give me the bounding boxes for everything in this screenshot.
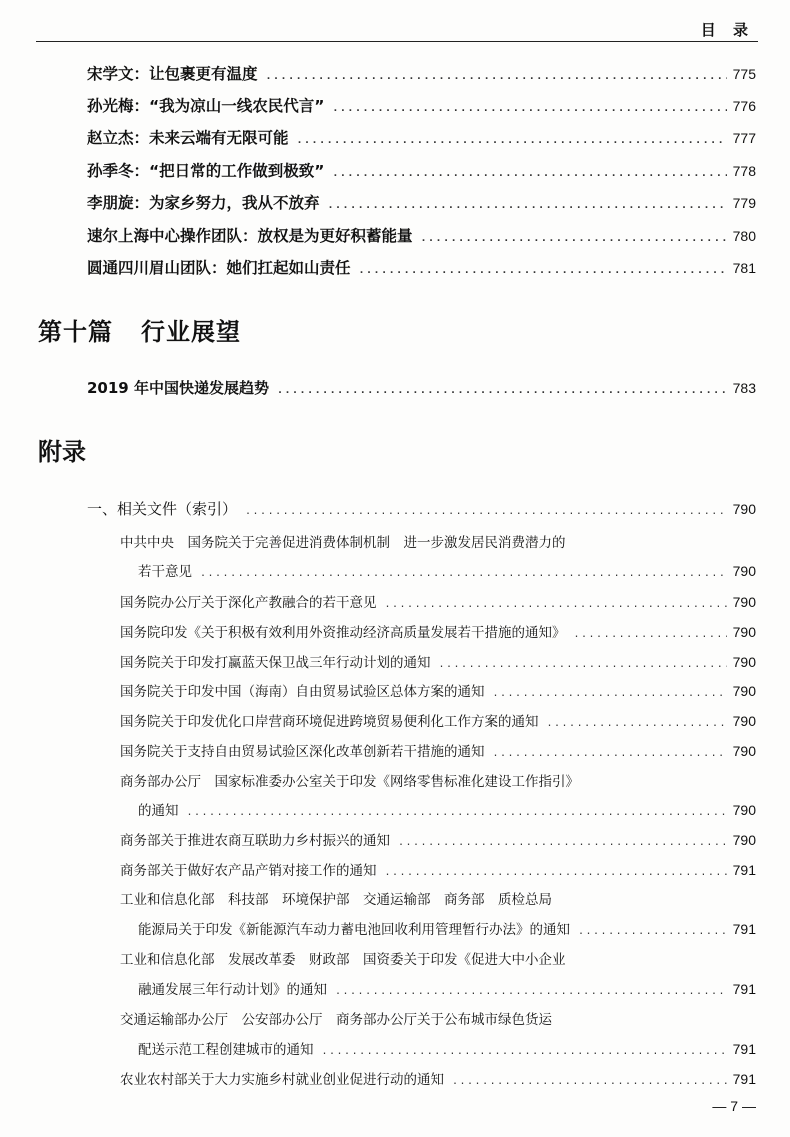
page-number: 790 xyxy=(732,832,756,848)
toc-entry[interactable] xyxy=(87,159,756,181)
doc-title-line[interactable]: 工业和信息化部 科技部 环境保护部 交通运输部 商务部 质检总局 xyxy=(120,892,552,908)
page-number: 778 xyxy=(732,163,756,179)
toc-entry[interactable] xyxy=(87,498,756,519)
toc-entry[interactable] xyxy=(120,680,756,700)
entry-title: 国务院关于印发优化口岸营商环境促进跨境贸易便利化工作方案的通知 xyxy=(120,714,539,730)
dot-leader xyxy=(493,748,727,759)
dot-leader xyxy=(439,659,727,670)
doc-title-line[interactable]: 商务部办公厅 国家标准委办公室关于印发《网络零售标准化建设工作指引》 xyxy=(120,774,579,790)
toc-entry[interactable] xyxy=(138,978,756,998)
page-number: 790 xyxy=(732,624,756,640)
dot-leader xyxy=(452,1076,727,1087)
dot-leader xyxy=(245,506,727,517)
dot-leader xyxy=(322,1046,727,1057)
entry-title: 国务院关于支持自由贸易试验区深化改革创新若干措施的通知 xyxy=(120,744,485,760)
page-number: 791 xyxy=(732,862,756,878)
entry-title: 商务部关于推进农商互联助力乡村振兴的通知 xyxy=(120,833,390,849)
toc-entry[interactable] xyxy=(120,651,756,671)
dot-leader xyxy=(335,986,727,997)
page-number: 791 xyxy=(732,1071,756,1087)
dot-leader xyxy=(574,629,727,640)
toc-entry[interactable] xyxy=(120,829,756,849)
section-number: 第十篇 xyxy=(38,318,113,346)
page-number: 781 xyxy=(732,260,756,276)
toc-entry[interactable] xyxy=(87,126,756,148)
entry-title: 国务院关于印发打赢蓝天保卫战三年行动计划的通知 xyxy=(120,655,431,671)
toc-entry[interactable] xyxy=(120,710,756,730)
doc-title-line[interactable]: 交通运输部办公厅 公安部办公厅 商务部办公厅关于公布城市绿色货运 xyxy=(120,1012,552,1028)
toc-entry[interactable] xyxy=(120,740,756,760)
entry-title: 国务院印发《关于积极有效利用外资推动经济高质量发展若干措施的通知》 xyxy=(120,625,566,641)
toc-entry[interactable] xyxy=(138,1038,756,1058)
toc-entry[interactable] xyxy=(87,191,756,213)
dot-leader xyxy=(547,718,727,729)
page-number: 790 xyxy=(732,501,756,517)
page-number: 790 xyxy=(732,683,756,699)
doc-title-line[interactable]: 工业和信息化部 发展改革委 财政部 国资委关于印发《促进大中小企业 xyxy=(120,952,566,968)
header-title: 目 录 xyxy=(700,21,754,39)
dot-leader xyxy=(385,599,727,610)
page-number: 777 xyxy=(732,130,756,146)
page-number: 791 xyxy=(732,981,756,997)
entry-title: 的通知 xyxy=(138,803,179,819)
toc-entry[interactable] xyxy=(138,918,756,938)
dot-leader xyxy=(328,200,727,211)
page-number: 790 xyxy=(732,654,756,670)
doc-title-line[interactable]: 中共中央 国务院关于完善促进消费体制机制 进一步激发居民消费潜力的 xyxy=(120,535,566,551)
page-number: 790 xyxy=(732,594,756,610)
entry-title: 国务院办公厅关于深化产教融合的若干意见 xyxy=(120,595,377,611)
dot-leader xyxy=(493,688,727,699)
page-number: 790 xyxy=(732,802,756,818)
entry-title: 一、相关文件（索引） xyxy=(87,500,238,518)
toc-entry[interactable] xyxy=(87,377,756,398)
dot-leader xyxy=(385,867,727,878)
dot-leader xyxy=(200,568,727,579)
toc-entry[interactable] xyxy=(120,621,756,641)
entry-title: 2019 年中国快递发展趋势 xyxy=(87,379,269,397)
section-heading xyxy=(38,312,241,347)
page-number: 780 xyxy=(732,228,756,244)
page-number: 790 xyxy=(732,743,756,759)
entry-title: 配送示范工程创建城市的通知 xyxy=(138,1042,314,1058)
entry-title: 宋学文：让包裹更有温度 xyxy=(87,65,258,83)
toc-entry[interactable] xyxy=(138,560,756,580)
dot-leader xyxy=(578,926,727,937)
toc-entry[interactable] xyxy=(120,1068,756,1088)
page-footer-number: — 7 — xyxy=(712,1098,756,1114)
running-header xyxy=(36,18,758,42)
toc-entry[interactable] xyxy=(87,256,756,278)
page-number: 790 xyxy=(732,713,756,729)
toc-entry[interactable] xyxy=(120,859,756,879)
entry-title: 孙光梅：“我为凉山一线农民代言” xyxy=(87,97,325,115)
dot-leader xyxy=(398,837,727,848)
section-name: 行业展望 xyxy=(141,318,241,346)
dot-leader xyxy=(359,265,727,276)
entry-title: 李朋旋：为家乡努力，我从不放弃 xyxy=(87,194,320,212)
page-number: 790 xyxy=(732,563,756,579)
entry-title: 融通发展三年行动计划》的通知 xyxy=(138,982,327,998)
entry-title: 圆通四川眉山团队：她们扛起如山责任 xyxy=(87,259,351,277)
entry-title: 速尔上海中心操作团队：放权是为更好积蓄能量 xyxy=(87,227,413,245)
page-number: 783 xyxy=(732,380,756,396)
toc-entry[interactable] xyxy=(138,799,756,819)
dot-leader xyxy=(277,385,727,396)
toc-entry[interactable] xyxy=(87,62,756,84)
dot-leader xyxy=(187,807,727,818)
page-number: 791 xyxy=(732,921,756,937)
toc-entry[interactable] xyxy=(87,94,756,116)
page-number: 776 xyxy=(732,98,756,114)
entry-title: 孙季冬：“把日常的工作做到极致” xyxy=(87,162,325,180)
dot-leader xyxy=(266,71,727,82)
page-number: 791 xyxy=(732,1041,756,1057)
toc-entry[interactable] xyxy=(120,591,756,611)
entry-title: 若干意见 xyxy=(138,564,192,580)
entry-title: 商务部关于做好农产品产销对接工作的通知 xyxy=(120,863,377,879)
dot-leader xyxy=(297,135,727,146)
dot-leader xyxy=(332,103,726,114)
entry-title: 能源局关于印发《新能源汽车动力蓄电池回收利用管理暂行办法》的通知 xyxy=(138,922,570,938)
entry-title: 农业农村部关于大力实施乡村就业创业促进行动的通知 xyxy=(120,1072,444,1088)
page-number: 775 xyxy=(732,66,756,82)
dot-leader xyxy=(332,168,726,179)
entry-title: 国务院关于印发中国（海南）自由贸易试验区总体方案的通知 xyxy=(120,684,485,700)
toc-entry[interactable] xyxy=(87,224,756,246)
entry-title: 赵立杰：未来云端有无限可能 xyxy=(87,129,289,147)
dot-leader xyxy=(421,233,727,244)
page-number: 779 xyxy=(732,195,756,211)
appendix-heading: 附录 xyxy=(38,438,86,466)
